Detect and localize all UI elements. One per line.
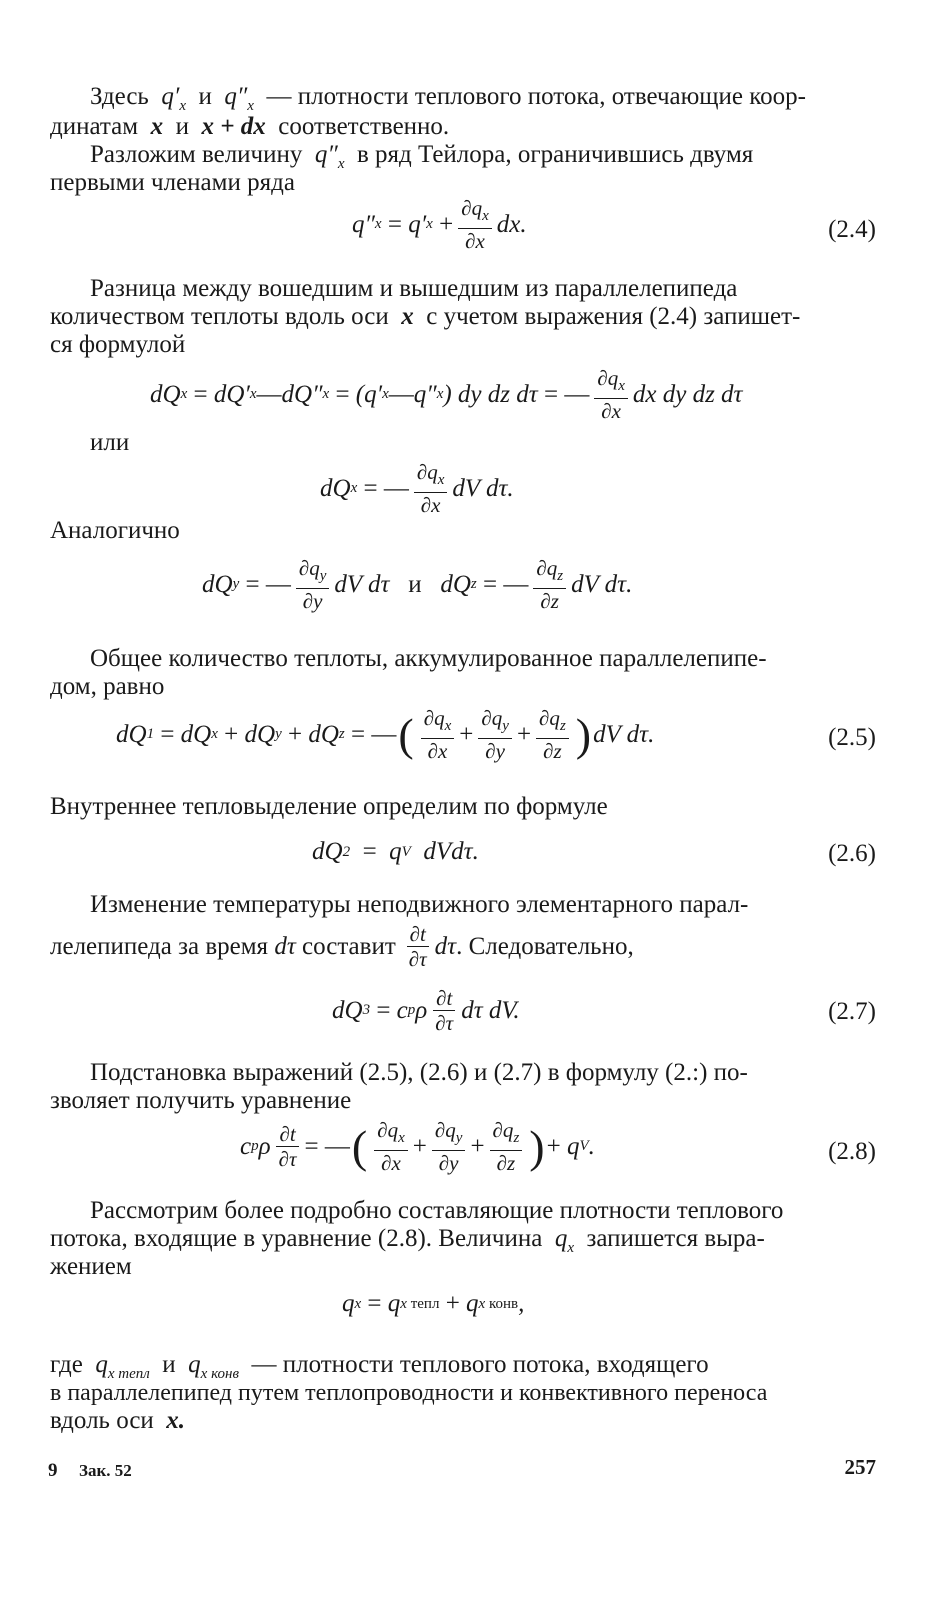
text-fragment: Изменение температуры неподвижного элементарного парал- bbox=[90, 891, 749, 918]
equation-number: (2.7) bbox=[828, 998, 876, 1025]
text-fragment: Подстановка выражений (2.5), (2.6) и (2.7) в формулу (2.:) по- bbox=[90, 1059, 748, 1086]
text-fragment: жением bbox=[50, 1253, 132, 1280]
text-fragment: где bbox=[50, 1351, 83, 1378]
paragraph-2-line-2 bbox=[50, 168, 295, 198]
paragraph-4-line-2 bbox=[50, 672, 164, 702]
signature-number: 9 bbox=[48, 1460, 58, 1481]
text-fragment: лелепипеда за время bbox=[50, 932, 269, 960]
equation-2-8: c p ρ $\frac{\partial t}{\partial\tau}$ = — ( $\frac{\partial q_x}{\partial x}$ + $\frac{\partial q_y}{\partial y}$ + $\frac{\partial q_z}{\partial z}$ ) + q V . bbox=[240, 1118, 595, 1176]
text-fragment: или bbox=[90, 429, 130, 456]
paragraph-8-line-2: потока, входящие в уравнение (2.8). Величина $q_x$ запишется выра- bbox=[50, 1225, 765, 1256]
paragraph-1-line-2: динатам x и x + dx соответственно. bbox=[50, 113, 450, 140]
paragraph-2-line-1: Разложим величину $q''_x$ в ряд Тейлора, ограничившись двумя bbox=[90, 141, 754, 172]
paragraph-5 bbox=[50, 792, 608, 822]
equation-number: (2.5) bbox=[828, 724, 876, 751]
order-number: Зак. 52 bbox=[79, 1461, 132, 1480]
paragraph-3-line-3 bbox=[50, 330, 185, 360]
text-fragment: количеством теплоты вдоль оси bbox=[50, 303, 389, 330]
paragraph-9-line-2 bbox=[50, 1378, 767, 1408]
text-fragment: Общее количество теплоты, аккумулированное параллелепипе- bbox=[90, 645, 767, 672]
text-fragment: соответственно. bbox=[278, 113, 450, 140]
text-fragment: зволяет получить уравнение bbox=[50, 1087, 352, 1114]
paragraph-8-line-1 bbox=[90, 1196, 783, 1226]
equation-2-4: q″ x = q′ x + $\frac{\partial q_x}{\partial x}$ dx. bbox=[352, 196, 527, 254]
equation-number: (2.8) bbox=[828, 1138, 876, 1165]
text-fragment: ся формулой bbox=[50, 331, 186, 358]
paragraph-7-line-2 bbox=[50, 1086, 351, 1116]
equation-number: (2.4) bbox=[828, 216, 876, 243]
text-fragment: в параллелепипед путем теплопроводности и конвективного переноса bbox=[50, 1380, 768, 1406]
paragraph-6-line-1 bbox=[90, 890, 748, 920]
text-fragment: — плотности теплового потока, отвечающие коор- bbox=[266, 83, 806, 110]
word-similarly bbox=[50, 516, 180, 546]
text-fragment: запишется выра- bbox=[586, 1225, 765, 1252]
text-fragment: и bbox=[408, 570, 422, 598]
paragraph-7-line-1 bbox=[90, 1058, 748, 1088]
paragraph-6-line-2: лелепипеда за время dτ составит $\frac{\partial t}{\partial\tau}$ dτ . Следовательно, bbox=[50, 922, 634, 971]
text-fragment: первыми членами ряда bbox=[50, 169, 295, 196]
paragraph-9-line-1: где $q_{x тепл}$ и $q_{x конв}$ — плотности теплового потока, входящего bbox=[50, 1351, 709, 1382]
printer-signature bbox=[48, 1456, 132, 1486]
text-fragment: Аналогично bbox=[50, 517, 180, 544]
text-fragment: . Следовательно, bbox=[456, 932, 634, 960]
equation-2-5: dQ 1 = dQ x + dQ y + dQ z = — ( $\frac{\partial q_x}{\partial x}$ + $\frac{\partial q_y}{\partial y}$ + $\frac{\partial q_z}{\partial z}$ ) dV dτ. bbox=[116, 706, 655, 764]
paragraph-9-line-3: вдоль оси x. bbox=[50, 1407, 186, 1434]
text-fragment: динатам bbox=[50, 113, 139, 140]
text-fragment: — плотности теплового потока, входящего bbox=[251, 1351, 709, 1378]
text-fragment: Внутреннее тепловыделение определим по формуле bbox=[50, 793, 608, 820]
equation-dqx-expanded: dQ x = dQ′ x — dQ″ x = (q′ x — q″ x ) dy dz dτ = — $\frac{\partial q_x}{\partial x}$ dx dy dz dτ bbox=[150, 366, 743, 424]
text-fragment: Разложим величину bbox=[90, 141, 303, 168]
equation-2-7: dQ 3 = c p ρ $\frac{\partial t}{\partial\tau}$ dτ dV. bbox=[332, 986, 520, 1035]
word-or bbox=[90, 428, 129, 458]
page-number: 257 bbox=[844, 1455, 876, 1479]
text-fragment: в ряд Тейлора, ограничившись двумя bbox=[356, 141, 754, 168]
text-fragment: вдоль оси bbox=[50, 1407, 154, 1434]
text-fragment: Рассмотрим более подробно составляющие плотности теплового bbox=[90, 1197, 784, 1224]
text-fragment: потока, входящие в уравнение (2.8). Величина bbox=[50, 1225, 543, 1252]
paragraph-1-line-1: Здесь $q'_x$ и $q''_x$ — плотности теплового потока, отвечающие коор- bbox=[90, 83, 806, 114]
text-fragment: Здесь bbox=[90, 83, 149, 110]
paragraph-8-line-3 bbox=[50, 1252, 132, 1282]
text-fragment: Разница между вошедшим и вышедшим из параллелепипеда bbox=[90, 275, 738, 302]
text-fragment: и bbox=[175, 113, 189, 140]
equation-2-6: dQ 2 = q V dVdτ. bbox=[312, 838, 479, 865]
text-fragment: с учетом выражения (2.4) запишет- bbox=[426, 303, 801, 330]
paragraph-4-line-1 bbox=[90, 644, 767, 674]
paragraph-3-line-1 bbox=[90, 274, 737, 304]
text-fragment: дом, равно bbox=[50, 673, 165, 700]
text-fragment: и bbox=[162, 1351, 176, 1378]
equation-dqy-dqz: dQ y = — $\frac{\partial q_y}{\partial y}$ dV dτ и dQ z = — $\frac{\partial q_z}{\partial z}$ dV dτ. bbox=[202, 556, 633, 614]
equation-number: (2.6) bbox=[828, 840, 876, 867]
text-fragment: составит bbox=[302, 932, 396, 960]
paragraph-3-line-2: количеством теплоты вдоль оси x с учетом выражения (2.4) запишет- bbox=[50, 303, 801, 330]
equation-qx: q x = q x тепл + q x конв , bbox=[342, 1290, 525, 1317]
equation-dqx: dQ x = — $\frac{\partial q_x}{\partial x}$ dV dτ. bbox=[320, 460, 514, 518]
text-fragment: и bbox=[198, 83, 212, 110]
